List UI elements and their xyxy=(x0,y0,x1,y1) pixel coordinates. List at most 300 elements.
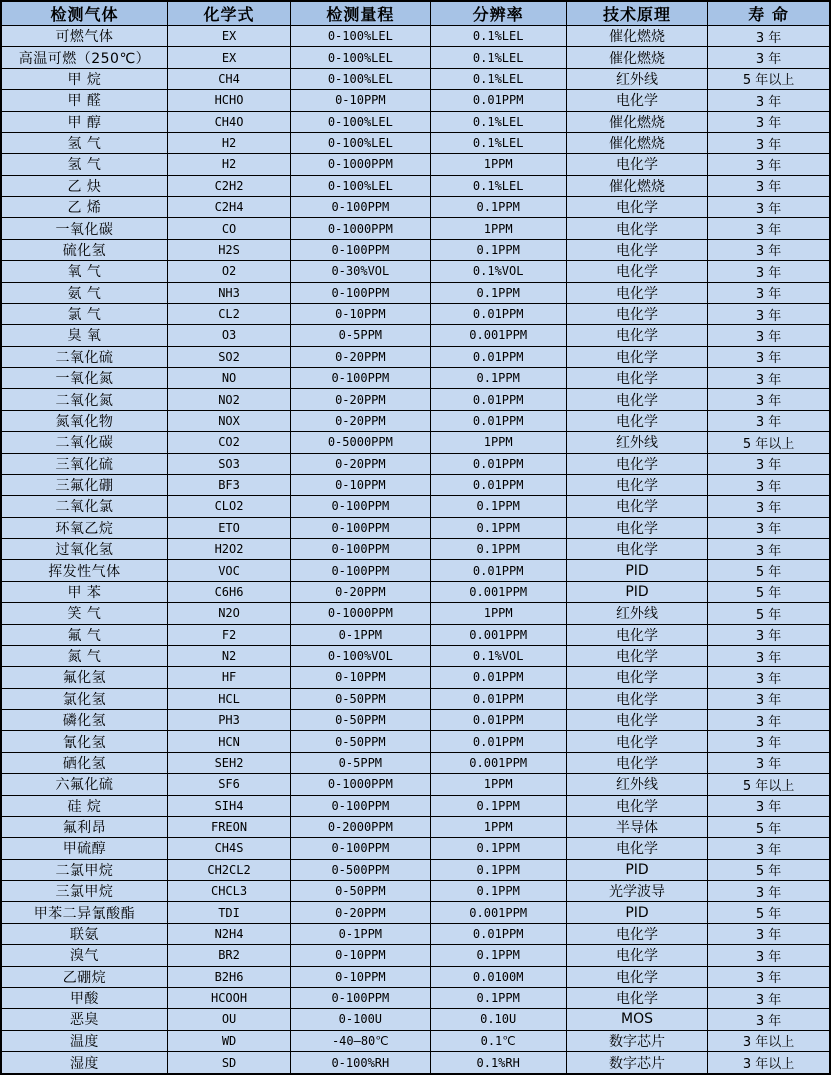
cell-chemical-formula: TDI xyxy=(167,902,290,923)
cell-chemical-formula: PH3 xyxy=(167,710,290,731)
cell-detection-range: 0-5000PPM xyxy=(291,432,430,453)
cell-technology-principle: 电化学 xyxy=(566,987,707,1008)
cell-lifespan: 3 年 xyxy=(708,496,830,517)
table-row xyxy=(1,175,830,196)
cell-resolution: 0.1PPM xyxy=(430,496,566,517)
cell-technology-principle: 半导体 xyxy=(566,816,707,837)
table-row xyxy=(1,945,830,966)
cell-resolution: 1PPM xyxy=(430,774,566,795)
cell-resolution: 0.1%LEL xyxy=(430,26,566,47)
cell-lifespan: 5 年以上 xyxy=(708,432,830,453)
cell-chemical-formula: CH2CL2 xyxy=(167,859,290,880)
cell-resolution: 0.1PPM xyxy=(430,987,566,1008)
cell-detection-range: 0-100%LEL xyxy=(291,47,430,68)
cell-resolution: 0.1PPM xyxy=(430,539,566,560)
cell-detection-range: 0-100PPM xyxy=(291,517,430,538)
cell-resolution: 0.1PPM xyxy=(430,881,566,902)
cell-lifespan: 3 年 xyxy=(708,710,830,731)
table-row xyxy=(1,90,830,111)
cell-detection-range: 0-100%VOL xyxy=(291,645,430,666)
cell-gas-name: 氟利昂 xyxy=(1,816,167,837)
cell-chemical-formula: FREON xyxy=(167,816,290,837)
cell-resolution: 0.1PPM xyxy=(430,368,566,389)
cell-lifespan: 5 年 xyxy=(708,560,830,581)
table-row xyxy=(1,581,830,602)
cell-gas-name: 氢 气 xyxy=(1,154,167,175)
cell-detection-range: 0-1000PPM xyxy=(291,774,430,795)
cell-detection-range: 0-20PPM xyxy=(291,902,430,923)
cell-chemical-formula: EX xyxy=(167,47,290,68)
cell-technology-principle: 电化学 xyxy=(566,645,707,666)
cell-detection-range: 0-100PPM xyxy=(291,838,430,859)
cell-lifespan: 3 年 xyxy=(708,132,830,153)
table-row xyxy=(1,26,830,47)
cell-technology-principle: PID xyxy=(566,902,707,923)
cell-detection-range: 0-2000PPM xyxy=(291,816,430,837)
table-row xyxy=(1,859,830,880)
cell-gas-name: 一氧化氮 xyxy=(1,368,167,389)
cell-chemical-formula: NH3 xyxy=(167,282,290,303)
cell-chemical-formula: H2S xyxy=(167,239,290,260)
table-row xyxy=(1,560,830,581)
cell-lifespan: 3 年 xyxy=(708,1009,830,1030)
cell-detection-range: 0-100%RH xyxy=(291,1052,430,1075)
cell-chemical-formula: B2H6 xyxy=(167,966,290,987)
cell-chemical-formula: C6H6 xyxy=(167,581,290,602)
header-detection-range: 检测量程 xyxy=(291,1,430,26)
table-row xyxy=(1,688,830,709)
cell-detection-range: 0-1000PPM xyxy=(291,154,430,175)
cell-gas-name: 氮 气 xyxy=(1,645,167,666)
cell-lifespan: 3 年 xyxy=(708,346,830,367)
cell-detection-range: 0-100PPM xyxy=(291,368,430,389)
cell-chemical-formula: ETO xyxy=(167,517,290,538)
table-row xyxy=(1,795,830,816)
cell-detection-range: 0-100PPM xyxy=(291,539,430,560)
table-row xyxy=(1,731,830,752)
cell-resolution: 0.1%LEL xyxy=(430,111,566,132)
cell-gas-name: 甲苯二异氰酸酯 xyxy=(1,902,167,923)
header-resolution: 分辨率 xyxy=(430,1,566,26)
cell-lifespan: 3 年 xyxy=(708,881,830,902)
cell-lifespan: 3 年 xyxy=(708,624,830,645)
table-row xyxy=(1,68,830,89)
table-row xyxy=(1,539,830,560)
cell-chemical-formula: O2 xyxy=(167,261,290,282)
cell-chemical-formula: OU xyxy=(167,1009,290,1030)
cell-detection-range: 0-10PPM xyxy=(291,474,430,495)
cell-lifespan: 3 年 xyxy=(708,987,830,1008)
cell-resolution: 0.1%LEL xyxy=(430,175,566,196)
cell-gas-name: 二氧化氮 xyxy=(1,389,167,410)
cell-detection-range: 0-50PPM xyxy=(291,881,430,902)
cell-resolution: 0.001PPM xyxy=(430,581,566,602)
cell-technology-principle: 电化学 xyxy=(566,303,707,324)
cell-lifespan: 5 年 xyxy=(708,581,830,602)
cell-chemical-formula: C2H4 xyxy=(167,197,290,218)
cell-technology-principle: 催化燃烧 xyxy=(566,111,707,132)
cell-detection-range: 0-50PPM xyxy=(291,688,430,709)
cell-chemical-formula: CL2 xyxy=(167,303,290,324)
cell-detection-range: 0-100PPM xyxy=(291,987,430,1008)
cell-chemical-formula: SO2 xyxy=(167,346,290,367)
cell-resolution: 0.1%VOL xyxy=(430,261,566,282)
cell-technology-principle: 电化学 xyxy=(566,261,707,282)
cell-gas-name: 乙 烯 xyxy=(1,197,167,218)
cell-resolution: 0.1PPM xyxy=(430,795,566,816)
cell-chemical-formula: CH4O xyxy=(167,111,290,132)
table-header xyxy=(1,1,830,26)
cell-gas-name: 联氨 xyxy=(1,923,167,944)
cell-chemical-formula: EX xyxy=(167,26,290,47)
cell-gas-name: 湿度 xyxy=(1,1052,167,1075)
cell-technology-principle: 电化学 xyxy=(566,710,707,731)
cell-resolution: 0.01PPM xyxy=(430,453,566,474)
cell-gas-name: 硒化氢 xyxy=(1,752,167,773)
cell-resolution: 0.1PPM xyxy=(430,197,566,218)
table-row xyxy=(1,325,830,346)
table-row xyxy=(1,410,830,431)
cell-chemical-formula: CH4 xyxy=(167,68,290,89)
cell-lifespan: 3 年 xyxy=(708,389,830,410)
cell-technology-principle: 电化学 xyxy=(566,752,707,773)
cell-technology-principle: 电化学 xyxy=(566,389,707,410)
table-row xyxy=(1,774,830,795)
cell-gas-name: 二氯甲烷 xyxy=(1,859,167,880)
table-row xyxy=(1,346,830,367)
cell-gas-name: 恶臭 xyxy=(1,1009,167,1030)
cell-lifespan: 3 年以上 xyxy=(708,1052,830,1075)
cell-resolution: 1PPM xyxy=(430,218,566,239)
cell-chemical-formula: SEH2 xyxy=(167,752,290,773)
cell-gas-name: 甲 醇 xyxy=(1,111,167,132)
table-row xyxy=(1,517,830,538)
cell-gas-name: 硅 烷 xyxy=(1,795,167,816)
cell-chemical-formula: N2 xyxy=(167,645,290,666)
cell-chemical-formula: H2 xyxy=(167,132,290,153)
cell-technology-principle: 电化学 xyxy=(566,539,707,560)
cell-detection-range: -40—80℃ xyxy=(291,1030,430,1051)
cell-gas-name: 六氟化硫 xyxy=(1,774,167,795)
cell-lifespan: 3 年 xyxy=(708,26,830,47)
cell-lifespan: 3 年 xyxy=(708,517,830,538)
cell-lifespan: 3 年 xyxy=(708,325,830,346)
cell-technology-principle: 电化学 xyxy=(566,966,707,987)
header-lifespan: 寿 命 xyxy=(708,1,830,26)
cell-chemical-formula: VOC xyxy=(167,560,290,581)
table-row xyxy=(1,1009,830,1030)
cell-technology-principle: 电化学 xyxy=(566,667,707,688)
cell-chemical-formula: NOX xyxy=(167,410,290,431)
cell-technology-principle: 催化燃烧 xyxy=(566,47,707,68)
cell-chemical-formula: H2O2 xyxy=(167,539,290,560)
cell-gas-name: 挥发性气体 xyxy=(1,560,167,581)
cell-technology-principle: 红外线 xyxy=(566,603,707,624)
cell-lifespan: 3 年 xyxy=(708,197,830,218)
table-row xyxy=(1,474,830,495)
cell-detection-range: 0-500PPM xyxy=(291,859,430,880)
cell-chemical-formula: N2H4 xyxy=(167,923,290,944)
cell-resolution: 0.01PPM xyxy=(430,710,566,731)
cell-technology-principle: 电化学 xyxy=(566,923,707,944)
cell-chemical-formula: CHCL3 xyxy=(167,881,290,902)
cell-resolution: 0.0100M xyxy=(430,966,566,987)
cell-technology-principle: 催化燃烧 xyxy=(566,175,707,196)
cell-lifespan: 3 年 xyxy=(708,667,830,688)
cell-chemical-formula: F2 xyxy=(167,624,290,645)
header-gas-name: 检测气体 xyxy=(1,1,167,26)
cell-resolution: 0.01PPM xyxy=(430,90,566,111)
cell-lifespan: 3 年 xyxy=(708,303,830,324)
table-row xyxy=(1,838,830,859)
cell-resolution: 0.001PPM xyxy=(430,752,566,773)
table-row xyxy=(1,197,830,218)
cell-gas-name: 氮氧化物 xyxy=(1,410,167,431)
cell-resolution: 0.01PPM xyxy=(430,410,566,431)
cell-resolution: 0.01PPM xyxy=(430,667,566,688)
cell-lifespan: 3 年 xyxy=(708,474,830,495)
table-row xyxy=(1,218,830,239)
cell-detection-range: 0-100PPM xyxy=(291,795,430,816)
cell-lifespan: 3 年 xyxy=(708,282,830,303)
cell-chemical-formula: HF xyxy=(167,667,290,688)
cell-lifespan: 3 年 xyxy=(708,645,830,666)
table-row xyxy=(1,881,830,902)
cell-gas-name: 可燃气体 xyxy=(1,26,167,47)
cell-gas-name: 硫化氢 xyxy=(1,239,167,260)
cell-technology-principle: 电化学 xyxy=(566,453,707,474)
cell-gas-name: 三氯甲烷 xyxy=(1,881,167,902)
cell-resolution: 0.01PPM xyxy=(430,474,566,495)
cell-resolution: 0.001PPM xyxy=(430,902,566,923)
cell-technology-principle: 红外线 xyxy=(566,68,707,89)
cell-resolution: 0.01PPM xyxy=(430,731,566,752)
cell-gas-name: 高温可燃（250℃） xyxy=(1,47,167,68)
cell-lifespan: 5 年 xyxy=(708,816,830,837)
cell-chemical-formula: HCN xyxy=(167,731,290,752)
cell-gas-name: 甲 苯 xyxy=(1,581,167,602)
cell-lifespan: 3 年 xyxy=(708,966,830,987)
table-row xyxy=(1,496,830,517)
cell-lifespan: 5 年 xyxy=(708,859,830,880)
cell-technology-principle: 催化燃烧 xyxy=(566,132,707,153)
table-row xyxy=(1,603,830,624)
cell-technology-principle: 电化学 xyxy=(566,154,707,175)
cell-detection-range: 0-30%VOL xyxy=(291,261,430,282)
cell-resolution: 0.1PPM xyxy=(430,859,566,880)
cell-detection-range: 0-10PPM xyxy=(291,966,430,987)
cell-detection-range: 0-1PPM xyxy=(291,923,430,944)
table-row xyxy=(1,432,830,453)
cell-detection-range: 0-20PPM xyxy=(291,346,430,367)
cell-technology-principle: 红外线 xyxy=(566,432,707,453)
cell-detection-range: 0-100PPM xyxy=(291,282,430,303)
cell-resolution: 0.01PPM xyxy=(430,389,566,410)
cell-technology-principle: PID xyxy=(566,859,707,880)
cell-lifespan: 3 年 xyxy=(708,239,830,260)
cell-detection-range: 0-5PPM xyxy=(291,325,430,346)
cell-technology-principle: 电化学 xyxy=(566,218,707,239)
table-row xyxy=(1,111,830,132)
cell-gas-name: 甲酸 xyxy=(1,987,167,1008)
cell-detection-range: 0-5PPM xyxy=(291,752,430,773)
cell-detection-range: 0-100PPM xyxy=(291,496,430,517)
cell-technology-principle: 电化学 xyxy=(566,688,707,709)
cell-gas-name: 乙 炔 xyxy=(1,175,167,196)
cell-chemical-formula: BR2 xyxy=(167,945,290,966)
cell-gas-name: 甲 烷 xyxy=(1,68,167,89)
cell-detection-range: 0-20PPM xyxy=(291,389,430,410)
cell-chemical-formula: N2O xyxy=(167,603,290,624)
cell-resolution: 0.1PPM xyxy=(430,282,566,303)
cell-chemical-formula: SD xyxy=(167,1052,290,1075)
cell-lifespan: 3 年 xyxy=(708,111,830,132)
cell-gas-name: 臭 氧 xyxy=(1,325,167,346)
cell-detection-range: 0-100PPM xyxy=(291,239,430,260)
cell-detection-range: 0-100PPM xyxy=(291,560,430,581)
cell-lifespan: 3 年 xyxy=(708,90,830,111)
cell-technology-principle: 电化学 xyxy=(566,368,707,389)
cell-technology-principle: 催化燃烧 xyxy=(566,26,707,47)
cell-technology-principle: 数字芯片 xyxy=(566,1030,707,1051)
cell-lifespan: 3 年 xyxy=(708,731,830,752)
cell-chemical-formula: CLO2 xyxy=(167,496,290,517)
table-row xyxy=(1,1030,830,1051)
table-row xyxy=(1,261,830,282)
cell-chemical-formula: SO3 xyxy=(167,453,290,474)
table-row xyxy=(1,282,830,303)
cell-lifespan: 3 年以上 xyxy=(708,1030,830,1051)
cell-technology-principle: 电化学 xyxy=(566,90,707,111)
table-row xyxy=(1,303,830,324)
table-row xyxy=(1,987,830,1008)
cell-technology-principle: 电化学 xyxy=(566,838,707,859)
cell-gas-name: 氨 气 xyxy=(1,282,167,303)
cell-resolution: 0.1%LEL xyxy=(430,68,566,89)
cell-technology-principle: MOS xyxy=(566,1009,707,1030)
cell-detection-range: 0-100U xyxy=(291,1009,430,1030)
cell-lifespan: 3 年 xyxy=(708,539,830,560)
cell-technology-principle: 电化学 xyxy=(566,624,707,645)
cell-lifespan: 3 年 xyxy=(708,752,830,773)
cell-chemical-formula: NO xyxy=(167,368,290,389)
cell-detection-range: 0-100%LEL xyxy=(291,68,430,89)
cell-detection-range: 0-100%LEL xyxy=(291,111,430,132)
cell-gas-name: 氧 气 xyxy=(1,261,167,282)
cell-gas-name: 氢 气 xyxy=(1,132,167,153)
header-row xyxy=(1,1,830,26)
cell-lifespan: 3 年 xyxy=(708,453,830,474)
cell-chemical-formula: H2 xyxy=(167,154,290,175)
cell-chemical-formula: O3 xyxy=(167,325,290,346)
cell-lifespan: 5 年以上 xyxy=(708,774,830,795)
cell-lifespan: 3 年 xyxy=(708,154,830,175)
cell-detection-range: 0-100%LEL xyxy=(291,175,430,196)
cell-chemical-formula: HCOOH xyxy=(167,987,290,1008)
cell-resolution: 0.01PPM xyxy=(430,346,566,367)
table-row xyxy=(1,902,830,923)
cell-detection-range: 0-10PPM xyxy=(291,945,430,966)
cell-technology-principle: 电化学 xyxy=(566,239,707,260)
cell-gas-name: 环氧乙烷 xyxy=(1,517,167,538)
cell-technology-principle: 电化学 xyxy=(566,282,707,303)
cell-gas-name: 氟化氢 xyxy=(1,667,167,688)
cell-chemical-formula: CH4S xyxy=(167,838,290,859)
cell-gas-name: 二氧化氯 xyxy=(1,496,167,517)
table-row xyxy=(1,966,830,987)
table-row xyxy=(1,389,830,410)
cell-gas-name: 温度 xyxy=(1,1030,167,1051)
cell-gas-name: 二氧化碳 xyxy=(1,432,167,453)
cell-resolution: 0.1℃ xyxy=(430,1030,566,1051)
cell-technology-principle: PID xyxy=(566,581,707,602)
cell-lifespan: 3 年 xyxy=(708,368,830,389)
cell-resolution: 0.001PPM xyxy=(430,624,566,645)
cell-detection-range: 0-100PPM xyxy=(291,197,430,218)
cell-chemical-formula: SIH4 xyxy=(167,795,290,816)
cell-lifespan: 5 年 xyxy=(708,603,830,624)
cell-technology-principle: 电化学 xyxy=(566,474,707,495)
cell-chemical-formula: WD xyxy=(167,1030,290,1051)
cell-gas-name: 氰化氢 xyxy=(1,731,167,752)
cell-detection-range: 0-10PPM xyxy=(291,303,430,324)
cell-chemical-formula: CO xyxy=(167,218,290,239)
cell-lifespan: 3 年 xyxy=(708,688,830,709)
cell-resolution: 0.01PPM xyxy=(430,923,566,944)
cell-technology-principle: 电化学 xyxy=(566,945,707,966)
cell-resolution: 0.10U xyxy=(430,1009,566,1030)
cell-resolution: 0.1%VOL xyxy=(430,645,566,666)
cell-lifespan: 3 年 xyxy=(708,410,830,431)
cell-chemical-formula: CO2 xyxy=(167,432,290,453)
cell-detection-range: 0-10PPM xyxy=(291,90,430,111)
cell-lifespan: 3 年 xyxy=(708,795,830,816)
cell-chemical-formula: BF3 xyxy=(167,474,290,495)
cell-detection-range: 0-1PPM xyxy=(291,624,430,645)
cell-chemical-formula: HCHO xyxy=(167,90,290,111)
cell-technology-principle: 电化学 xyxy=(566,731,707,752)
cell-detection-range: 0-1000PPM xyxy=(291,218,430,239)
cell-resolution: 1PPM xyxy=(430,603,566,624)
cell-resolution: 0.01PPM xyxy=(430,303,566,324)
cell-technology-principle: 光学波导 xyxy=(566,881,707,902)
table-row xyxy=(1,710,830,731)
cell-detection-range: 0-100%LEL xyxy=(291,26,430,47)
cell-chemical-formula: NO2 xyxy=(167,389,290,410)
cell-chemical-formula: HCL xyxy=(167,688,290,709)
cell-lifespan: 3 年 xyxy=(708,923,830,944)
cell-technology-principle: 电化学 xyxy=(566,795,707,816)
cell-resolution: 0.1PPM xyxy=(430,945,566,966)
cell-detection-range: 0-50PPM xyxy=(291,731,430,752)
cell-resolution: 0.001PPM xyxy=(430,325,566,346)
table-row xyxy=(1,624,830,645)
table-body xyxy=(1,26,830,1075)
cell-lifespan: 3 年 xyxy=(708,838,830,859)
cell-gas-name: 氟 气 xyxy=(1,624,167,645)
cell-detection-range: 0-20PPM xyxy=(291,581,430,602)
cell-detection-range: 0-50PPM xyxy=(291,710,430,731)
cell-technology-principle: 红外线 xyxy=(566,774,707,795)
cell-gas-name: 三氟化硼 xyxy=(1,474,167,495)
cell-resolution: 0.1PPM xyxy=(430,838,566,859)
cell-gas-name: 一氧化碳 xyxy=(1,218,167,239)
cell-technology-principle: 电化学 xyxy=(566,410,707,431)
cell-resolution: 0.1PPM xyxy=(430,517,566,538)
cell-resolution: 0.1%LEL xyxy=(430,132,566,153)
table-row xyxy=(1,239,830,260)
table-row xyxy=(1,752,830,773)
